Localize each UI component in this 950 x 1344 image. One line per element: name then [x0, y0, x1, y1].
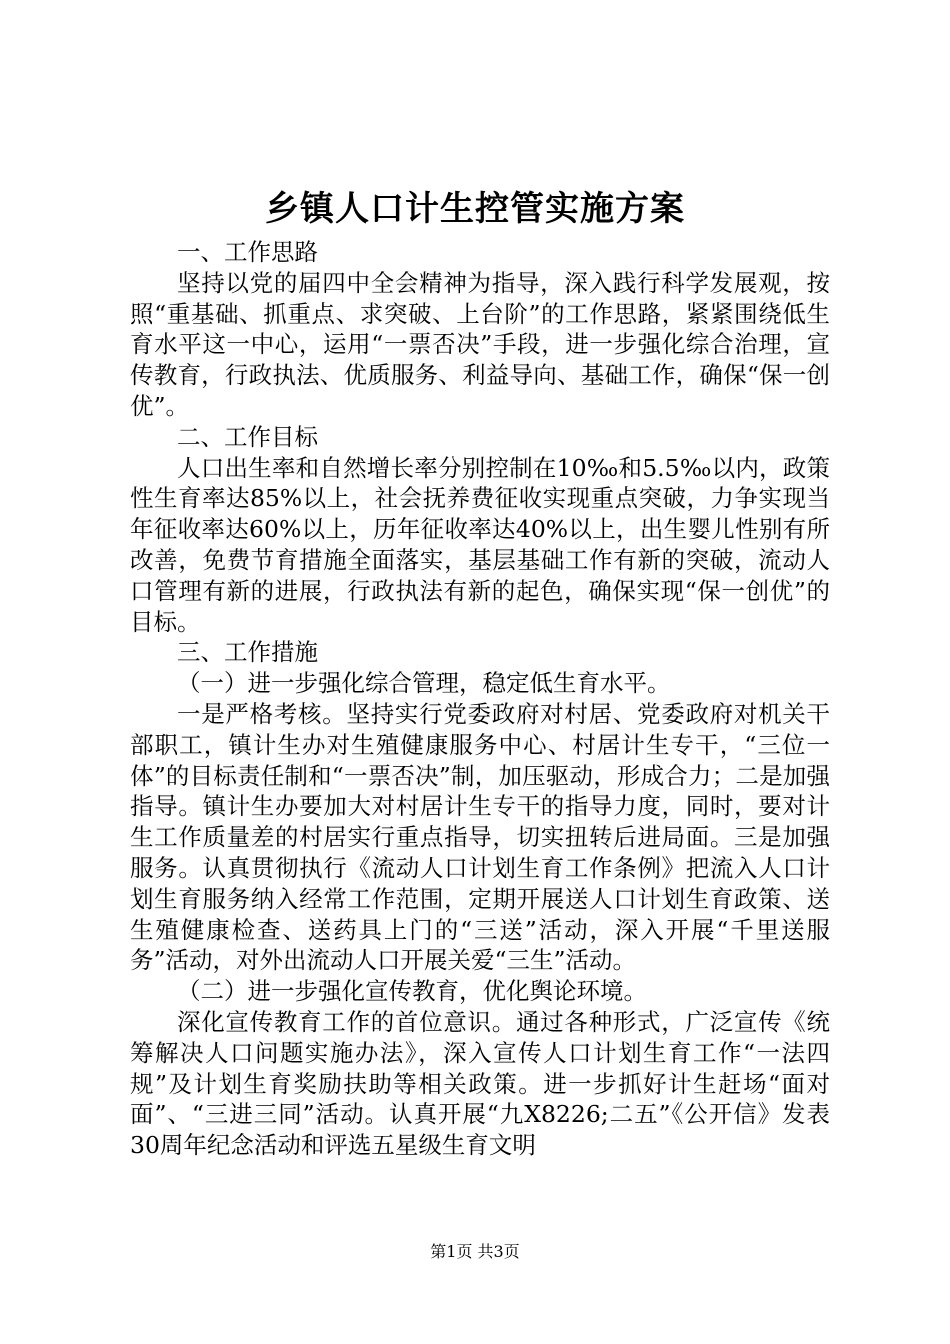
- page-number-footer: 第1页 共3页: [430, 1242, 520, 1261]
- paragraph-goals: 人口出生率和自然增长率分别控制在10‰和5.5‰以内，政策性生育率达85%以上，社会抚养费征收实现重点突破，力争实现当年征收率达60%以上，历年征收率达40%以上，出生婴儿性别有所改善，免费节育措施全面落实，基层基础工作有新的突破，流动人口管理有新的进展，行政执法有新的起色，确保实现“保一创优”的目标。: [130, 453, 830, 636]
- document-title: 乡镇人口计生控管实施方案: [265, 189, 685, 229]
- document-body: [130, 237, 830, 1161]
- subsection-heading-publicity: （二）进一步强化宣传教育，优化舆论环境。: [177, 977, 647, 1006]
- section-heading-measures: 三、工作措施: [177, 638, 318, 667]
- section-heading-goals: 二、工作目标: [177, 422, 318, 451]
- paragraph-management: 一是严格考核。坚持实行党委政府对村居、党委政府对机关干部职工，镇计生办对生殖健康服务中心、村居计生专干，“三位一体”的目标责任制和“一票否决”制，加压驱动，形成合力；二是加强指导。镇计生办要加大对村居计生专干的指导力度，同时，要对计生工作质量差的村居实行重点指导，切实扭转后进局面。三是加强服务。认真贯彻执行《流动人口计划生育工作条例》把流入人口计划生育服务纳入经常工作范围，定期开展送人口计划生育政策、送生殖健康检查、送药具上门的“三送”活动，深入开展“千里送服务”活动，对外出流动人口开展关爱“三生”活动。: [130, 699, 830, 975]
- paragraph-ideas: 坚持以党的届四中全会精神为指导，深入践行科学发展观，按照“重基础、抓重点、求突破、上台阶”的工作思路，紧紧围绕低生育水平这一中心，运用“一票否决”手段，进一步强化综合治理，宣传教育，行政执法、优质服务、利益导向、基础工作，确保“保一创优”。: [130, 268, 830, 420]
- paragraph-publicity: 深化宣传教育工作的首位意识。通过各种形式，广泛宣传《统筹解决人口问题实施办法》，深入宣传人口计划生育工作“一法四规”及计划生育奖励扶助等相关政策。进一步抓好计生赶场“面对面”、“三进三同”活动。认真开展“九X8226;二五”《公开信》发表30周年纪念活动和评选五星级生育文明: [130, 1007, 830, 1160]
- subsection-heading-management: （一）进一步强化综合管理，稳定低生育水平。: [177, 669, 671, 698]
- section-heading-ideas: 一、工作思路: [177, 238, 318, 266]
